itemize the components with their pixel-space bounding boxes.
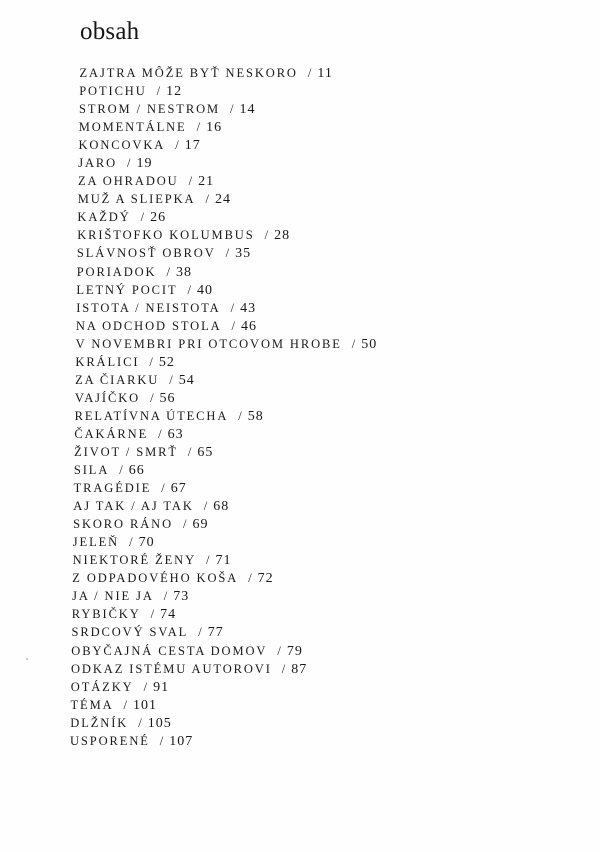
toc-page-number: 67 [170,481,187,497]
toc-entry-title: KONCOVKA [78,138,166,153]
toc-entry-title: JARO [78,156,118,171]
toc-entry-title: ČAKÁRNE [74,426,149,441]
toc-entry-title: TRAGÉDIE [73,481,152,496]
toc-separator: / [198,625,202,640]
toc-separator: / [150,607,155,622]
table-of-contents [0,64,377,750]
toc-page-number: 105 [147,715,172,731]
toc-separator: / [119,463,123,478]
toc-page-number: 19 [136,156,153,172]
toc-separator: / [123,697,127,712]
toc-page-number: 21 [198,174,215,190]
toc-separator: / [183,517,187,532]
toc-entry [75,407,378,425]
toc-page-number: 35 [235,246,252,262]
toc-separator: / [169,372,173,387]
toc-page-number: 26 [150,210,167,226]
toc-entry-title: V NOVEMBRI PRI OTCOVOM HROBE [75,336,342,351]
toc-separator: / [203,499,208,514]
toc-entry [72,587,377,605]
toc-entry [72,605,377,623]
toc-entry-title: DLŽNÍK [70,715,129,730]
toc-entry-title: ŽIVOT / SMRŤ [74,444,178,459]
toc-entry-title: ZA ČIARKU [75,372,160,387]
toc-entry-title: STROM / NESTROM [79,102,221,117]
toc-entry-title: ZA OHRADOU [78,174,179,189]
toc-separator: / [277,643,281,658]
toc-entry [72,623,378,641]
toc-entry [73,515,377,533]
toc-entry [71,678,377,696]
toc-page-number: 74 [160,607,177,623]
toc-separator: / [206,553,210,568]
toc-separator: / [163,589,168,604]
toc-separator: / [156,84,161,99]
toc-separator: / [140,210,145,225]
toc-page-number: 11 [317,66,333,81]
toc-page-number: 72 [257,571,274,587]
toc-entry-title: KRÁLICI [75,354,140,369]
toc-separator: / [143,679,148,694]
toc-separator: / [351,336,356,351]
toc-separator: / [159,733,164,748]
toc-entry-title: TÉMA [70,697,114,712]
toc-entry-title: VAJÍČKO [74,390,141,405]
page-title: obsah [80,18,140,45]
toc-entry [80,64,378,82]
toc-entry [70,714,377,732]
toc-entry-title: LETNÝ POCIT [76,282,178,297]
toc-separator: / [196,120,201,135]
toc-entry-title: RYBIČKY [71,607,141,622]
toc-separator: / [175,138,179,153]
toc-separator: / [231,318,236,333]
toc-separator: / [238,408,242,423]
toc-page-number: 54 [178,372,195,388]
toc-page-number: 40 [196,282,213,298]
toc-entry-title: NA ODCHOD STOLA [75,318,222,333]
toc-page-number: 43 [240,300,257,316]
toc-entry [79,118,378,136]
toc-page-number: 68 [213,499,230,515]
toc-page-number: 46 [241,318,258,334]
toc-entry-title: ISTOTA / NEISTOTA [76,300,221,315]
toc-separator: / [225,246,230,261]
toc-entry-title: ZAJTRA MÔŽE BYŤ NESKORO [79,66,298,80]
toc-page-number: 77 [207,625,224,641]
toc-separator: / [187,282,191,297]
toc-entry [78,190,378,208]
toc-entry [75,389,377,407]
toc-separator: / [166,264,170,279]
toc-separator: / [281,661,286,676]
toc-page-number: 14 [239,102,256,118]
toc-page-number: 70 [138,535,155,551]
toc-separator: / [127,156,131,171]
toc-entry [72,569,377,587]
toc-entry-title: PORIADOK [76,264,157,279]
toc-page-number: 63 [167,426,184,442]
toc-entry [74,479,378,497]
toc-separator: / [205,192,209,207]
toc-entry [73,551,378,569]
toc-entry [78,154,377,172]
toc-entry-title: RELATÍVNA ÚTECHA [74,408,229,423]
toc-entry-title: SILA [73,463,110,478]
toc-entry [71,660,377,678]
toc-entry [78,172,377,190]
toc-entry-title: KRIŠTOFKO KOLUMBUS [77,228,255,243]
toc-entry [74,461,377,479]
toc-entry-title: AJ TAK / AJ TAK [73,499,194,514]
toc-entry-title: POTICHU [79,84,147,99]
toc-entry [79,136,378,154]
toc-entry-title: MUŽ A SLIEPKA [77,192,196,207]
toc-page-number: 87 [291,661,308,677]
toc-entry-title: KAŽDÝ [77,210,131,225]
toc-entry [73,533,377,551]
toc-separator: / [149,354,153,369]
toc-separator: / [161,481,165,496]
toc-separator: / [230,102,234,117]
toc-page-number: 56 [159,390,176,406]
toc-entry [74,443,377,461]
toc-entry [70,732,377,750]
toc-page-number: 66 [128,463,145,479]
toc-entry-title: JELEŇ [72,535,120,550]
toc-entry [75,371,377,389]
toc-page-number: 91 [153,679,170,695]
toc-page-number: 38 [175,264,192,280]
toc-page-number: 28 [274,228,291,244]
toc-entry [71,642,377,660]
toc-separator: / [150,390,154,405]
toc-page-number: 101 [133,697,157,713]
toc-entry-title: SLÁVNOSŤ OBROV [76,246,216,261]
toc-entry-title: Z ODPADOVÉHO KOŠA [72,571,239,586]
toc-entry [76,281,377,299]
toc-entry [77,244,377,262]
toc-page-number: 52 [158,354,175,370]
toc-entry-title: SKORO RÁNO [73,517,174,532]
toc-page-number: 73 [173,589,190,605]
toc-separator: / [248,571,252,586]
toc-page-number: 71 [215,553,232,569]
toc-entry-title: OBYČAJNÁ CESTA DOMOV [71,643,268,658]
toc-entry [76,299,377,317]
toc-separator: / [187,444,192,459]
toc-separator: / [188,174,193,189]
toc-page-number: 69 [192,517,209,533]
toc-separator: / [138,715,142,730]
paper-speck [26,658,28,660]
toc-page-number: 17 [184,138,201,154]
toc-entry [77,263,378,281]
toc-entry-title: NIEKTORÉ ŽENY [72,553,197,568]
toc-entry-title: ODKAZ ISTÉMU AUTOROVI [71,661,272,676]
toc-entry [77,208,377,226]
toc-entry [71,696,378,714]
toc-page-number: 58 [247,408,264,424]
toc-separator: / [307,66,312,80]
toc-entry [79,100,377,118]
toc-separator: / [264,228,269,243]
toc-entry [77,226,377,244]
toc-page-number: 50 [361,336,378,352]
toc-entry [75,353,377,371]
toc-page-number: 107 [169,733,194,749]
toc-entry-title: USPORENÉ [70,733,150,748]
toc-entry [74,425,377,443]
toc-entry-title: JA / NIE JA [72,589,154,604]
toc-page-number: 24 [214,192,231,208]
toc-entry [73,497,377,515]
toc-page-number: 65 [197,444,214,460]
toc-page-number: 79 [286,643,303,659]
toc-entry [76,317,377,335]
toc-entry [79,82,377,100]
toc-separator: / [129,535,133,550]
toc-entry-title: MOMENTÁLNE [78,120,187,135]
toc-entry-title: OTÁZKY [70,679,134,694]
toc-page-number: 16 [206,120,223,136]
toc-page-number: 12 [166,84,183,100]
toc-separator: / [158,426,162,441]
toc-entry-title: SRDCOVÝ SVAL [71,625,189,640]
toc-separator: / [230,300,235,315]
toc-entry [76,335,378,353]
